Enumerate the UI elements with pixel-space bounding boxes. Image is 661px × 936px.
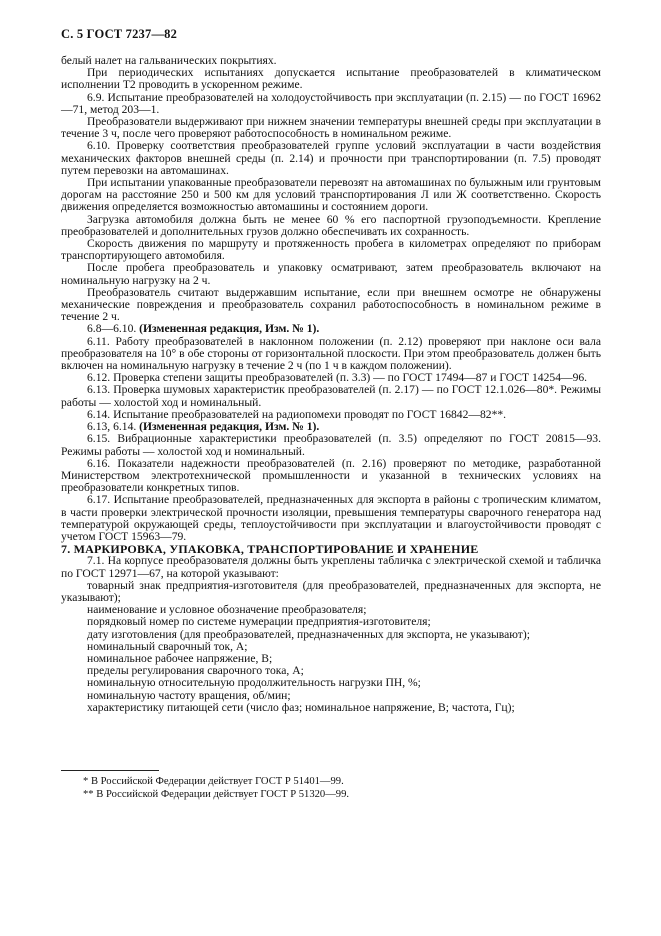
paragraph: Загрузка автомобиля должна быть не менее 60 % его паспортной грузоподъемности. Крепление преобразователей и дополнительных грузов должно обеспечивать их сохранность. (61, 212, 601, 238)
paragraph: Скорость движения по маршруту и протяженность пробега в километрах определяют по приборам транспортирующего автомобиля. (61, 237, 601, 263)
paragraph: 7.1. На корпусе преобразователя должны быть укреплены табличка с электрической схемой и табличка по ГОСТ 12971—67, на которой указывают: (61, 554, 601, 580)
footnotes (61, 776, 601, 801)
paragraph: 6.13. Проверка шумовых характеристик преобразователей (п. 2.17) — по ГОСТ 12.1.026—80*. Режимы работы — холостой ход и номинальный. (61, 383, 601, 409)
amendment-note: (Измененная редакция, Изм. № 1). (139, 420, 320, 434)
paragraph: дату изготовления (для преобразователей, предназначенных для экспорта, не указывают); (87, 627, 530, 641)
paragraph: После пробега преобразователь и упаковку осматривают, затем преобразователь включают на номинальную нагрузку на 2 ч. (61, 261, 601, 287)
paragraph: пределы регулирования сварочного тока, А; (87, 664, 304, 678)
paragraph: Преобразователи выдерживают при нижнем значении температуры внешней среды при эксплуатации в течение 3 ч, после чего проверяют работоспособность в номинальном режиме. (61, 115, 601, 141)
paragraph: 6.10. Проверку соответствия преобразователей группе условий эксплуатации в части воздействия механических факторов внешней среды (п. 2.14) и прочности при транспортировании (п. 7.5) проводят путем перевозки на автомашинах. (61, 139, 601, 177)
paragraph: 6.16. Показатели надежности преобразователей (п. 2.16) проверяют по методике, разработанной Министерством электротехнической промышленности и указанной в технических условиях на преобразователи конкретных типов. (61, 456, 601, 495)
section-7-text (61, 555, 601, 714)
footnote: ** В Российской Федерации действует ГОСТ Р 51320—99. (83, 788, 350, 800)
paragraph (61, 323, 601, 335)
paragraph: номинальную относительную продолжительность нагрузки ПН, %; (87, 676, 421, 690)
clause-number: 6.8—6.10. (87, 322, 140, 336)
paragraph: белый налет на гальванических покрытиях. (61, 54, 277, 67)
clause-number: 6.13, 6.14. (87, 420, 140, 434)
paragraph: 6.11. Работу преобразователей в наклонном положении (п. 2.12) проверяют при наклоне оси вала преобразователя на 10° в обе стороны от горизонтальной плоскости. При этом преобразователь должен быть включен на номинальную нагрузку в течение 2 ч (по 1 ч в каждом положении). (61, 334, 601, 373)
paragraph: характеристику питающей сети (число фаз; номинальное напряжение, В; частота, Гц); (87, 700, 515, 714)
paragraph: наименование и условное обозначение преобразователя; (87, 603, 367, 617)
page-header: С. 5 ГОСТ 7237—82 (61, 27, 178, 41)
paragraph: номинальную частоту вращения, об/мин; (87, 688, 291, 702)
document-body (61, 55, 601, 714)
paragraph: При испытании упакованные преобразователи перевозят на автомашинах по булыжным или грунтовым дорогам на расстояние 250 и 500 км для условий транспортирования Л или Ж соответственно. Скорость движения определяется возможностью автомашины и состоянием дороги. (61, 176, 601, 214)
paragraph: 6.9. Испытание преобразователей на холодоустойчивость при эксплуатации (п. 2.15) — по ГОСТ 16962—71, метод 203—1. (61, 90, 601, 116)
section-7-title: 7. МАРКИРОВКА, УПАКОВКА, ТРАНСПОРТИРОВАНИЕ И ХРАНЕНИЕ (61, 542, 479, 557)
paragraph: порядковый номер по системе нумерации предприятия-изготовителя; (87, 615, 431, 629)
paragraph: 6.12. Проверка степени защиты преобразователей (п. 3.3) — по ГОСТ 17494—87 и ГОСТ 14254—96. (87, 371, 588, 385)
paragraph: 6.14. Испытание преобразователей на радиопомехи проводят по ГОСТ 16842—82**. (87, 407, 507, 421)
amendment-note: (Измененная редакция, Изм. № 1). (139, 322, 320, 336)
paragraph: товарный знак предприятия-изготовителя (для преобразователей, предназначенных для экспорта, не указывают); (61, 578, 601, 604)
paragraph: номинальный сварочный ток, А; (87, 639, 248, 653)
paragraph: При периодических испытаниях допускается испытание преобразователей в климатическом исполнении Т2 проводить в ускоренном режиме. (61, 66, 601, 92)
footnote-divider (61, 770, 159, 771)
footnote: * В Российской Федерации действует ГОСТ Р 51401—99. (83, 776, 344, 787)
section-6-text (61, 55, 601, 543)
paragraph: Преобразователь считают выдержавшим испытание, если при внешнем осмотре не обнаружены механические повреждения и преобразователь сохранил работоспособность в номинальном режиме в течение 2 ч. (61, 285, 601, 324)
paragraph: 6.17. Испытание преобразователей, предназначенных для экспорта в районы с тропическим климатом, в части проверки электрической прочности изоляции, превышения температуры сварочного генератора над температурой окружающей среды, теплоустойчивости при эксплуатации и влагоустойчивости проводят с учетом ГОСТ 15963—79. (61, 493, 601, 543)
paragraph: номинальное рабочее напряжение, В; (87, 651, 273, 665)
paragraph: 6.15. Вибрационные характеристики преобразователей (п. 3.5) определяют по ГОСТ 20815—93. Режимы работы — холостой ход и номинальный. (61, 432, 601, 458)
